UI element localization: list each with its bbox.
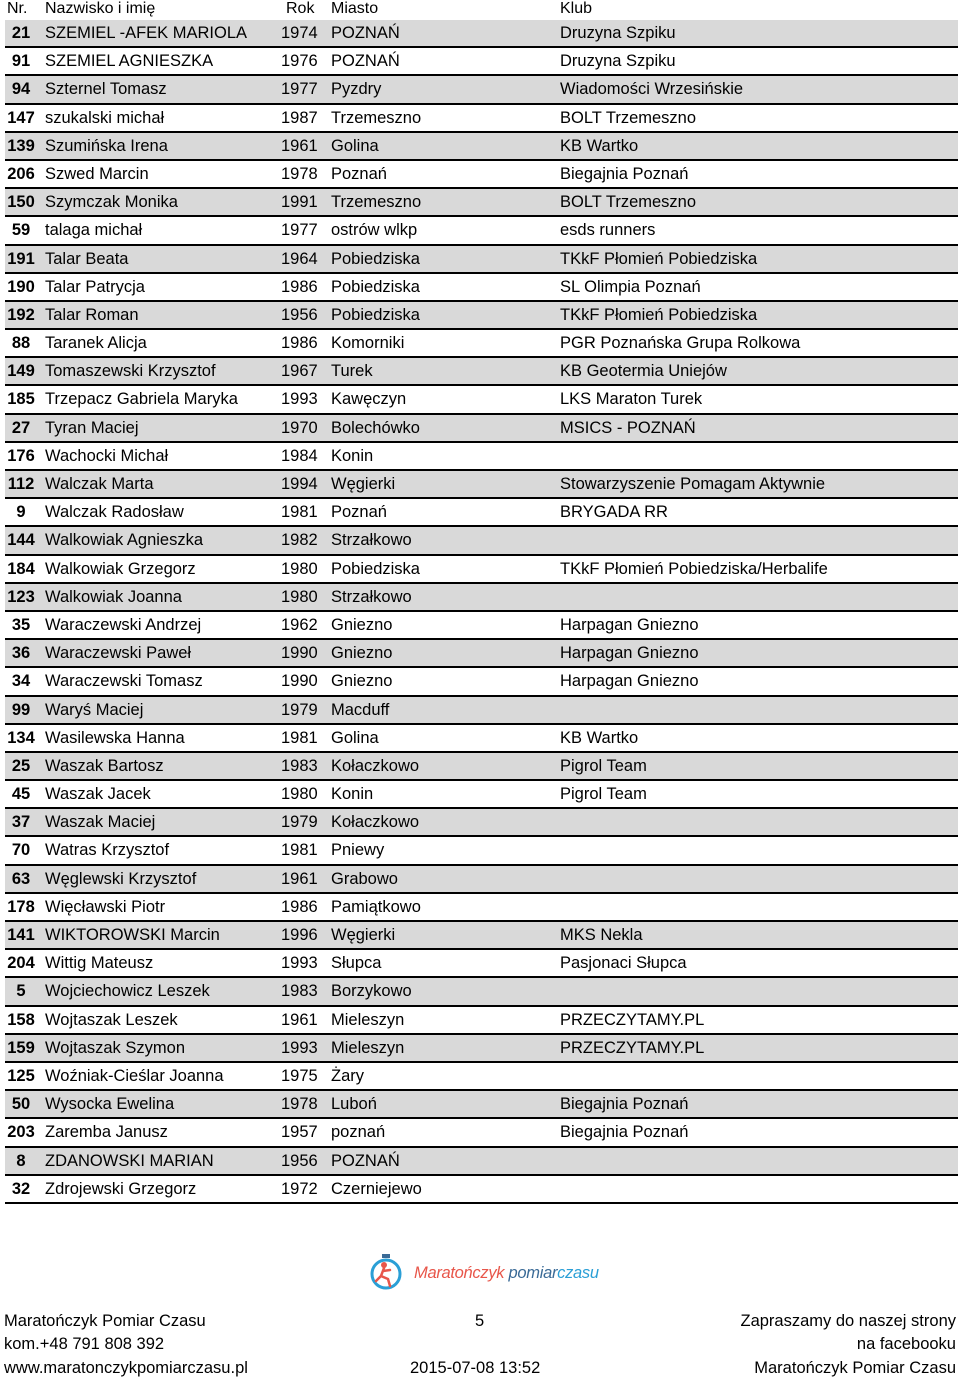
cell-city: Konin bbox=[331, 446, 374, 465]
cell-club: BOLT Trzemeszno bbox=[560, 193, 697, 212]
cell-year: 1994 bbox=[281, 475, 318, 493]
cell-city: Węgierki bbox=[331, 475, 396, 493]
cell-year: 1980 bbox=[281, 587, 318, 606]
cell-city: Pyzdry bbox=[331, 80, 382, 99]
cell-city: Gniezno bbox=[331, 672, 393, 691]
cell-year: 1961 bbox=[281, 869, 318, 888]
header-club: Klub bbox=[560, 0, 593, 17]
cell-name: talaga michał bbox=[45, 221, 143, 240]
cell-club: Pigrol Team bbox=[560, 785, 647, 804]
logo-wordmark bbox=[414, 1264, 599, 1283]
table-row bbox=[5, 1091, 958, 1119]
cell-year: 1981 bbox=[281, 841, 318, 860]
cell-city: Gniezno bbox=[331, 615, 393, 634]
cell-year: 1977 bbox=[281, 221, 318, 240]
cell-year: 1980 bbox=[281, 559, 318, 578]
cell-name: Waszak Bartosz bbox=[45, 756, 164, 775]
cell-nr: 191 bbox=[7, 249, 35, 268]
cell-year: 1981 bbox=[281, 728, 318, 747]
cell-year: 1982 bbox=[281, 531, 318, 550]
cell-city: Macduff bbox=[331, 700, 390, 719]
table-row bbox=[5, 725, 958, 753]
cell-nr: 206 bbox=[7, 164, 35, 183]
cell-club: KB Geotermia Uniejów bbox=[560, 362, 727, 381]
cell-club: TKkF Płomień Pobiedziska/Herbalife bbox=[560, 559, 828, 578]
table-row bbox=[5, 499, 958, 527]
cell-year: 1983 bbox=[281, 756, 318, 775]
logo-text-part3: czasu bbox=[557, 1264, 599, 1282]
cell-name: szukalski michał bbox=[45, 108, 165, 127]
table-row bbox=[5, 950, 958, 978]
cell-name: Wasilewska Hanna bbox=[45, 728, 185, 747]
cell-nr: 149 bbox=[7, 362, 35, 381]
footer-page-number: 5 bbox=[475, 1312, 485, 1330]
cell-city: Żary bbox=[331, 1066, 364, 1085]
cell-city: poznań bbox=[331, 1123, 386, 1142]
cell-nr: 190 bbox=[7, 277, 35, 296]
table-row bbox=[5, 640, 958, 668]
cell-nr: 63 bbox=[11, 869, 31, 888]
cell-year: 1981 bbox=[281, 503, 318, 522]
header-city: Miasto bbox=[331, 0, 379, 17]
logo-text-part1: Maratończyk bbox=[414, 1264, 505, 1282]
table-row bbox=[5, 1007, 958, 1035]
cell-club: Harpagan Gniezno bbox=[560, 672, 699, 691]
cell-year: 1956 bbox=[281, 305, 318, 324]
cell-nr: 25 bbox=[11, 756, 31, 775]
cell-name: Wysocka Ewelina bbox=[45, 1095, 175, 1114]
table-row bbox=[5, 809, 958, 837]
cell-year: 1964 bbox=[281, 249, 318, 268]
cell-city: Pobiedziska bbox=[331, 305, 420, 324]
runner-stopwatch-icon bbox=[362, 1248, 412, 1292]
cell-name: Tomaszewski Krzysztof bbox=[45, 362, 216, 381]
cell-nr: 192 bbox=[7, 305, 35, 324]
cell-city: Konin bbox=[331, 785, 374, 804]
cell-name: Talar Roman bbox=[45, 305, 139, 324]
cell-nr: 32 bbox=[11, 1179, 31, 1198]
cell-nr: 185 bbox=[7, 390, 35, 409]
cell-nr: 8 bbox=[16, 1151, 26, 1170]
cell-name: Waszak Maciej bbox=[45, 813, 156, 832]
cell-year: 1978 bbox=[281, 1095, 318, 1114]
table-row bbox=[5, 697, 958, 725]
cell-nr: 9 bbox=[16, 503, 26, 522]
footer-invite: Zapraszamy do naszej strony bbox=[740, 1312, 956, 1330]
cell-year: 1990 bbox=[281, 644, 318, 663]
cell-nr: 45 bbox=[11, 785, 31, 804]
table-row bbox=[5, 1035, 958, 1063]
cell-city: Pobiedziska bbox=[331, 249, 420, 268]
table-row bbox=[5, 556, 958, 584]
cell-name: Węglewski Krzysztof bbox=[45, 869, 197, 888]
cell-year: 1961 bbox=[281, 1010, 318, 1029]
cell-name: WIKTOROWSKI Marcin bbox=[45, 926, 220, 944]
cell-name: Walkowiak Joanna bbox=[45, 587, 182, 606]
cell-nr: 88 bbox=[11, 334, 31, 353]
cell-year: 1986 bbox=[281, 897, 318, 916]
cell-city: Bolechówko bbox=[331, 418, 420, 437]
cell-name: ZDANOWSKI MARIAN bbox=[45, 1151, 214, 1170]
header-name: Nazwisko i imię bbox=[45, 0, 156, 17]
cell-name: Szternel Tomasz bbox=[45, 80, 167, 99]
table-row bbox=[5, 922, 958, 950]
footer-facebook: na facebooku bbox=[856, 1335, 956, 1353]
cell-name: Zaremba Janusz bbox=[45, 1123, 168, 1142]
cell-nr: 91 bbox=[11, 52, 31, 71]
table-row bbox=[5, 1063, 958, 1091]
cell-city: Strzałkowo bbox=[331, 531, 412, 550]
cell-nr: 176 bbox=[7, 446, 35, 465]
cell-city: Borzykowo bbox=[331, 982, 412, 1001]
cell-name: Waraczewski Tomasz bbox=[45, 672, 203, 691]
page-footer bbox=[0, 1310, 960, 1382]
cell-name: Walkowiak Agnieszka bbox=[45, 531, 204, 550]
table-row bbox=[5, 189, 958, 217]
cell-nr: 27 bbox=[11, 418, 31, 437]
cell-city: Pobiedziska bbox=[331, 559, 420, 578]
cell-year: 1993 bbox=[281, 390, 318, 409]
cell-city: Golina bbox=[331, 136, 379, 155]
results-table bbox=[5, 20, 958, 1204]
table-row bbox=[5, 274, 958, 302]
cell-year: 1975 bbox=[281, 1066, 318, 1085]
cell-name: Taranek Alicja bbox=[45, 334, 147, 353]
cell-year: 1961 bbox=[281, 136, 318, 155]
cell-nr: 158 bbox=[7, 1010, 35, 1029]
cell-year: 1978 bbox=[281, 164, 318, 183]
cell-club: Pasjonaci Słupca bbox=[560, 954, 687, 973]
cell-nr: 144 bbox=[7, 531, 35, 550]
cell-name: Szymczak Monika bbox=[45, 193, 178, 212]
cell-club: BOLT Trzemeszno bbox=[560, 108, 697, 127]
table-row bbox=[5, 386, 958, 414]
cell-name: Waszak Jacek bbox=[45, 785, 151, 804]
cell-name: Watras Krzysztof bbox=[45, 841, 170, 860]
cell-name: Szumińska Irena bbox=[45, 136, 168, 155]
footer-facebook-page: Maratończyk Pomiar Czasu bbox=[754, 1359, 956, 1377]
cell-year: 1993 bbox=[281, 954, 318, 973]
cell-city: Gniezno bbox=[331, 644, 393, 663]
table-row bbox=[5, 330, 958, 358]
cell-club: MKS Nekla bbox=[560, 926, 643, 944]
cell-city: POZNAŃ bbox=[331, 1151, 400, 1170]
table-row bbox=[5, 837, 958, 865]
table-row bbox=[5, 1148, 958, 1176]
cell-club: TKkF Płomień Pobiedziska bbox=[560, 305, 758, 324]
cell-city: Pobiedziska bbox=[331, 277, 420, 296]
cell-nr: 159 bbox=[7, 1038, 35, 1057]
footer-datetime: 2015-07-08 13:52 bbox=[410, 1359, 541, 1377]
cell-year: 1956 bbox=[281, 1151, 318, 1170]
table-row bbox=[5, 161, 958, 189]
cell-club: PRZECZYTAMY.PL bbox=[560, 1010, 705, 1029]
cell-city: Strzałkowo bbox=[331, 587, 412, 606]
cell-nr: 34 bbox=[11, 672, 31, 691]
table-row bbox=[5, 866, 958, 894]
cell-city: Turek bbox=[331, 362, 373, 381]
cell-nr: 147 bbox=[7, 108, 35, 127]
table-row bbox=[5, 105, 958, 133]
cell-year: 1980 bbox=[281, 785, 318, 804]
cell-city: Poznań bbox=[331, 164, 387, 183]
cell-nr: 21 bbox=[11, 24, 31, 42]
cell-name: SZEMIEL AGNIESZKA bbox=[45, 52, 214, 71]
table-row bbox=[5, 612, 958, 640]
cell-year: 1993 bbox=[281, 1038, 318, 1057]
cell-city: Słupca bbox=[331, 954, 382, 973]
cell-nr: 94 bbox=[11, 80, 31, 99]
cell-name: Walczak Marta bbox=[45, 475, 154, 493]
cell-nr: 150 bbox=[7, 193, 35, 212]
table-row bbox=[5, 894, 958, 922]
cell-year: 1990 bbox=[281, 672, 318, 691]
cell-year: 1979 bbox=[281, 813, 318, 832]
cell-year: 1977 bbox=[281, 80, 318, 99]
table-row bbox=[5, 978, 958, 1006]
cell-name: Zdrojewski Grzegorz bbox=[45, 1179, 197, 1198]
cell-nr: 112 bbox=[7, 475, 35, 493]
cell-club: LKS Maraton Turek bbox=[560, 390, 703, 409]
table-row bbox=[5, 358, 958, 386]
cell-club: PGR Poznańska Grupa Rolkowa bbox=[560, 334, 801, 353]
cell-city: Trzemeszno bbox=[331, 108, 422, 127]
cell-club: Druzyna Szpiku bbox=[560, 24, 676, 42]
logo-text-part2: pomiar bbox=[504, 1264, 558, 1282]
cell-nr: 203 bbox=[7, 1123, 35, 1142]
table-row bbox=[5, 415, 958, 443]
cell-year: 1962 bbox=[281, 615, 318, 634]
table-row bbox=[5, 246, 958, 274]
cell-year: 1979 bbox=[281, 700, 318, 719]
cell-club: Pigrol Team bbox=[560, 756, 647, 775]
table-row bbox=[5, 133, 958, 161]
cell-nr: 123 bbox=[7, 587, 35, 606]
cell-name: Trzepacz Gabriela Maryka bbox=[45, 390, 238, 409]
cell-club: Biegajnia Poznań bbox=[560, 164, 689, 183]
cell-name: Wojtaszak Szymon bbox=[45, 1038, 185, 1057]
cell-nr: 184 bbox=[7, 559, 35, 578]
table-row bbox=[5, 443, 958, 471]
table-row bbox=[5, 1119, 958, 1147]
table-row bbox=[5, 20, 958, 48]
cell-club: Harpagan Gniezno bbox=[560, 615, 699, 634]
cell-nr: 178 bbox=[7, 897, 35, 916]
table-row bbox=[5, 48, 958, 76]
cell-city: ostrów wlkp bbox=[331, 221, 418, 240]
cell-name: Woźniak-Cieślar Joanna bbox=[45, 1066, 224, 1085]
table-row bbox=[5, 76, 958, 104]
table-row bbox=[5, 753, 958, 781]
cell-nr: 5 bbox=[16, 982, 26, 1001]
cell-club: SL Olimpia Poznań bbox=[560, 277, 701, 296]
cell-name: Waraczewski Paweł bbox=[45, 644, 192, 663]
cell-name: Wojtaszak Leszek bbox=[45, 1010, 178, 1029]
footer-phone: kom.+48 791 808 392 bbox=[4, 1335, 165, 1353]
cell-city: Węgierki bbox=[331, 926, 396, 944]
footer-company: Maratończyk Pomiar Czasu bbox=[4, 1312, 206, 1330]
cell-name: Talar Beata bbox=[45, 249, 129, 268]
cell-name: Walczak Radosław bbox=[45, 503, 184, 522]
cell-name: Wachocki Michał bbox=[45, 446, 169, 465]
cell-city: Grabowo bbox=[331, 869, 398, 888]
cell-club: Harpagan Gniezno bbox=[560, 644, 699, 663]
cell-city: Mieleszyn bbox=[331, 1038, 405, 1057]
cell-name: Walkowiak Grzegorz bbox=[45, 559, 196, 578]
cell-name: Wojciechowicz Leszek bbox=[45, 982, 210, 1001]
cell-club: KB Wartko bbox=[560, 728, 639, 747]
cell-name: Wittig Mateusz bbox=[45, 954, 154, 973]
cell-nr: 35 bbox=[11, 615, 31, 634]
cell-year: 1986 bbox=[281, 334, 318, 353]
header-nr: Nr. bbox=[7, 0, 28, 17]
cell-city: Mieleszyn bbox=[331, 1010, 405, 1029]
cell-year: 1967 bbox=[281, 362, 318, 381]
cell-nr: 139 bbox=[7, 136, 35, 155]
cell-name: SZEMIEL -AFEK MARIOLA bbox=[45, 24, 248, 42]
cell-club: Wiadomości Wrzesińskie bbox=[560, 80, 744, 99]
cell-nr: 36 bbox=[11, 644, 31, 663]
cell-club: Stowarzyszenie Pomagam Aktywnie bbox=[560, 475, 826, 493]
cell-year: 1957 bbox=[281, 1123, 318, 1142]
table-row bbox=[5, 1176, 958, 1204]
cell-club: TKkF Płomień Pobiedziska bbox=[560, 249, 758, 268]
cell-club: KB Wartko bbox=[560, 136, 639, 155]
cell-club: BRYGADA RR bbox=[560, 503, 668, 522]
cell-city: Czerniejewo bbox=[331, 1179, 422, 1198]
table-row bbox=[5, 527, 958, 555]
cell-year: 1986 bbox=[281, 277, 318, 296]
cell-city: Poznań bbox=[331, 503, 387, 522]
cell-club: Druzyna Szpiku bbox=[560, 52, 676, 71]
table-header bbox=[0, 0, 960, 20]
cell-name: Tyran Maciej bbox=[45, 418, 139, 437]
cell-city: Komorniki bbox=[331, 334, 405, 353]
cell-year: 1991 bbox=[281, 193, 318, 212]
cell-club: PRZECZYTAMY.PL bbox=[560, 1038, 705, 1057]
cell-year: 1970 bbox=[281, 418, 318, 437]
cell-city: POZNAŃ bbox=[331, 24, 400, 42]
cell-city: Trzemeszno bbox=[331, 193, 422, 212]
cell-year: 1983 bbox=[281, 982, 318, 1001]
table-row bbox=[5, 302, 958, 330]
cell-nr: 99 bbox=[11, 700, 31, 719]
cell-name: Talar Patrycja bbox=[45, 277, 145, 296]
table-row bbox=[5, 471, 958, 499]
cell-city: Golina bbox=[331, 728, 379, 747]
brand-logo bbox=[362, 1248, 602, 1292]
header-year: Rok bbox=[286, 0, 315, 17]
cell-name: Waryś Maciej bbox=[45, 700, 144, 719]
cell-city: Pniewy bbox=[331, 841, 385, 860]
cell-city: POZNAŃ bbox=[331, 52, 400, 71]
cell-nr: 70 bbox=[11, 841, 31, 860]
cell-nr: 204 bbox=[7, 954, 35, 973]
cell-nr: 59 bbox=[11, 221, 31, 240]
cell-club: esds runners bbox=[560, 221, 656, 240]
cell-nr: 141 bbox=[7, 926, 35, 944]
cell-club: MSICS - POZNAŃ bbox=[560, 418, 696, 437]
table-row bbox=[5, 584, 958, 612]
cell-name: Waraczewski Andrzej bbox=[45, 615, 202, 634]
cell-nr: 134 bbox=[7, 728, 35, 747]
footer-website[interactable]: www.maratonczykpomiarczasu.pl bbox=[4, 1359, 248, 1377]
table-row bbox=[5, 668, 958, 696]
cell-year: 1972 bbox=[281, 1179, 318, 1198]
table-row bbox=[5, 781, 958, 809]
cell-city: Luboń bbox=[331, 1095, 377, 1114]
cell-year: 1974 bbox=[281, 24, 318, 42]
cell-year: 1976 bbox=[281, 52, 318, 71]
cell-city: Kołaczkowo bbox=[331, 813, 420, 832]
cell-name: Szwed Marcin bbox=[45, 164, 149, 183]
cell-year: 1996 bbox=[281, 926, 318, 944]
cell-city: Kołaczkowo bbox=[331, 756, 420, 775]
cell-nr: 125 bbox=[7, 1066, 35, 1085]
cell-nr: 37 bbox=[11, 813, 31, 832]
cell-nr: 50 bbox=[11, 1095, 31, 1114]
cell-city: Pamiątkowo bbox=[331, 897, 421, 916]
cell-year: 1984 bbox=[281, 446, 318, 465]
cell-city: Kawęczyn bbox=[331, 390, 407, 409]
cell-club: Biegajnia Poznań bbox=[560, 1095, 689, 1114]
cell-club: Biegajnia Poznań bbox=[560, 1123, 689, 1142]
cell-name: Więcławski Piotr bbox=[45, 897, 166, 916]
table-row bbox=[5, 217, 958, 245]
cell-year: 1987 bbox=[281, 108, 318, 127]
